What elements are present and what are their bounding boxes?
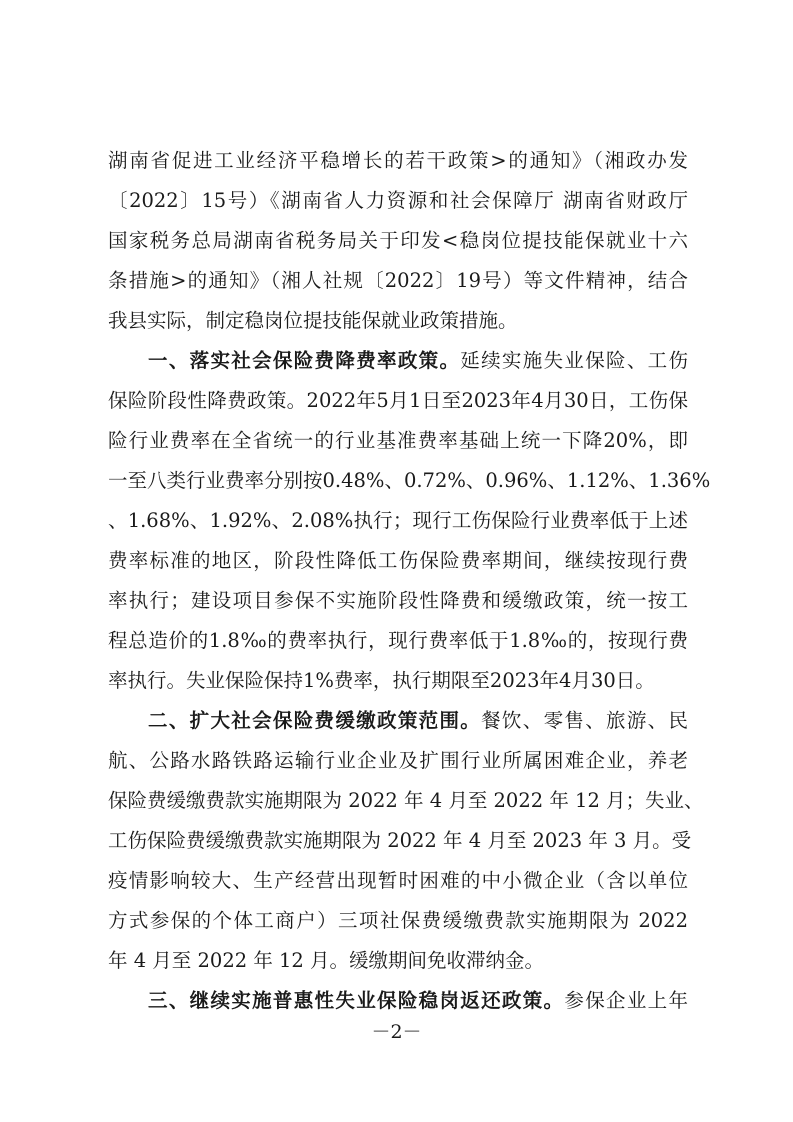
section-heading-1: 一、落实社会保险费降费率政策。 (148, 349, 461, 372)
paragraph-line: 工伤保险费缓缴费款实施期限为 2022 年 4 月至 2023 年 3 月。受 (108, 829, 692, 852)
paragraph-line: 率执行；建设项目参保不实施阶段性降费和缓缴政策，统一按工 (108, 589, 688, 612)
paragraph-line: 方式参保的个体工商户）三项社保费缓缴费款实施期限为 2022 (108, 909, 688, 932)
section-text: 参保企业上年 (564, 989, 688, 1012)
section-first-line (148, 343, 688, 379)
page-number: －2－ (371, 1021, 422, 1043)
section-first-line (148, 983, 688, 1019)
paragraph-line: 疫情影响较大、生产经营出现暂时困难的中小微企业（含以单位 (108, 869, 688, 892)
paragraph-line: 湖南省促进工业经济平稳增长的若干政策>的通知》（湘政办发 (108, 149, 688, 172)
paragraph-line: 国家税务总局湖南省税务局关于印发<稳岗位提技能保就业十六 (108, 229, 688, 252)
paragraph-line: 我县实际，制定稳岗位提技能保就业政策措施。 (108, 309, 518, 332)
paragraph-line: 险行业费率在全省统一的行业基准费率基础上统一下降20%，即 (108, 429, 688, 452)
paragraph-line: 费率标准的地区，阶段性降低工伤保险费率期间，继续按现行费 (108, 549, 688, 572)
paragraph-line: 条措施>的通知》（湘人社规〔2022〕19号）等文件精神，结合 (108, 269, 688, 292)
paragraph-line: 年 4 月至 2022 年 12 月。缓缴期间免收滞纳金。 (108, 949, 545, 972)
section-text: 延续实施失业保险、工伤 (460, 349, 688, 372)
paragraph-line: 航、公路水路铁路运输行业企业及扩围行业所属困难企业，养老 (108, 749, 688, 772)
paragraph-line: 、1.68%、1.92%、2.08%执行；现行工伤保险行业费率低于上述 (108, 509, 688, 532)
section-text: 餐饮、零售、旅游、民 (481, 709, 688, 732)
paragraph-line: 保险阶段性降费政策。2022年5月1日至2023年4月30日，工伤保 (108, 389, 688, 412)
paragraph-line: 〔2022〕15号）《湖南省人力资源和社会保障厅 湖南省财政厅 (108, 189, 688, 212)
paragraph-line: 保险费缓缴费款实施期限为 2022 年 4 月至 2022 年 12 月；失业、 (108, 789, 704, 812)
section-heading-3: 三、继续实施普惠性失业保险稳岗返还政策。 (148, 989, 565, 1012)
paragraph-line: 程总造价的1.8‰的费率执行，现行费率低于1.8‰的，按现行费 (108, 629, 688, 652)
section-heading-2: 二、扩大社会保险费缓缴政策范围。 (148, 709, 482, 732)
section-first-line (148, 703, 688, 739)
paragraph-line: 率执行。失业保险保持1%费率，执行期限至2023年4月30日。 (108, 669, 655, 692)
paragraph-line: 一至八类行业费率分别按0.48%、0.72%、0.96%、1.12%、1.36% (108, 469, 711, 492)
